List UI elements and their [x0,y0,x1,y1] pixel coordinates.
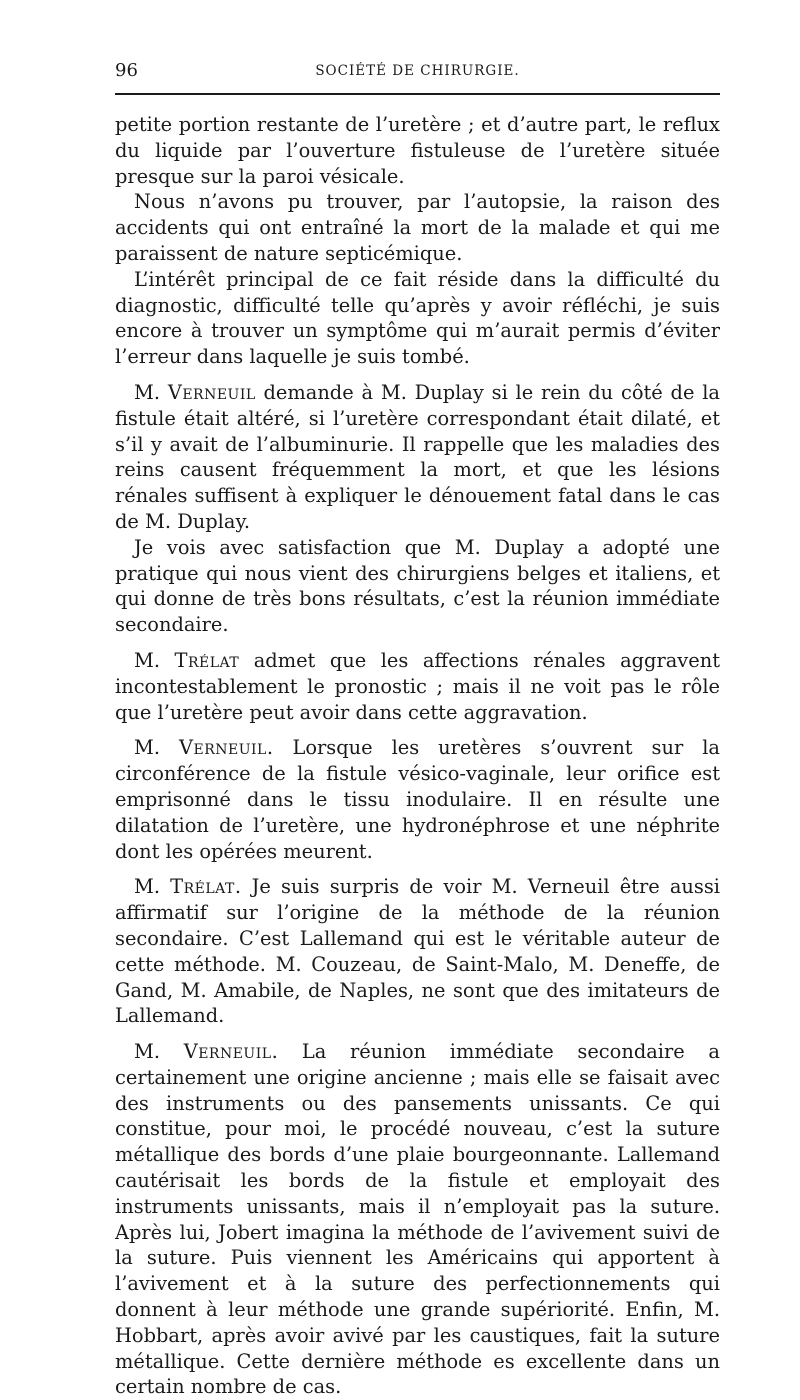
page-number: 96 [115,60,138,81]
paragraph: Je vois avec satisfaction que M. Duplay a adopté une pratique qui nous vient des chirurgiens belges et italiens, et qui donne de très bons résultats, c’est la réunion immédiate secondaire. [115,535,720,637]
body-text [115,112,720,1400]
speaker-paragraph: M. Verneuil. Lorsque les uretères s’ouvrent sur la circonférence de la fistule vésico-vaginale, leur orifice est emprisonné dans le tissu inodulaire. Il en résulte une dilatation de l’uretère, une hydronéphrose et une néphrite dont les opérées meurent. [115,736,720,863]
speaker-name: Trélat. [170,875,242,899]
paragraph: Nous n’avons pu trouver, par l’autopsie, la raison des accidents qui ont entraîné la mort de la malade et qui me paraissent de nature septicémique. [115,190,720,265]
running-head [115,60,720,82]
speaker-name: Trélat [174,648,240,672]
header-rule [115,93,720,95]
paragraph: L’intérêt principal de ce fait réside dans la difficulté du diagnostic, difficulté telle qu’après y avoir réfléchi, je suis encore à trouver un symptôme qui m’aurait permis d’éviter l’erreur dans laquelle je suis tombé. [115,267,720,369]
speaker-name: Verneuil [167,380,256,404]
speaker-name: Verneuil. [183,1040,279,1064]
paragraph: petite portion restante de l’uretère ; et d’autre part, le reflux du liquide par l’ouverture fistuleuse de l’uretère située presque sur la paroi vésicale. [115,113,720,188]
speaker-paragraph: M. Trélat. Je suis surpris de voir M. Verneuil être aussi affirmatif sur l’origine de la méthode de la réunion secondaire. C’est Lallemand qui est le véritable auteur de cette méthode. M. Couzeau, de Saint-Malo, M. Deneffe, de Gand, M. Amabile, de Naples, ne sont que des imitateurs de Lallemand. [115,875,720,1028]
running-title: SOCIÉTÉ DE CHIRURGIE. [315,63,520,79]
speaker-paragraph: M. Verneuil. La réunion immédiate secondaire a certainement une origine ancienne ; mais elle se faisait avec des instruments ou des pansements unissants. Ce qui constitue, pour moi, le procédé nouveau, c’est la suture métallique des bords d’une plaie bourgeonnante. Lallemand cautérisait les bords de la fistule et employait des instruments unissants, mais il n’employait pas la suture. Après lui, Jobert imagina la méthode de l’avivement suivi de la suture. Puis viennent les Américains qui apportent à l’avivement et à la suture des perfectionnements qui donnent à leur méthode une grande supériorité. Enfin, M. Hobbart, après avoir avivé par les caustiques, fait la suture métallique. Cette dernière méthode es excellente dans un certain nombre de cas. [115,1040,720,1399]
speaker-paragraph: M. Trélat admet que les affections rénales aggravent incontestablement le pronostic ; mais il ne voit pas le rôle que l’uretère peut avoir dans cette aggravation. [115,648,720,724]
speaker-name: Verneuil. [178,736,274,760]
speaker-paragraph: M. Verneuil demande à M. Duplay si le rein du côté de la fistule était altéré, si l’uretère correspondant était dilaté, et s’il y avait de l’albuminurie. Il rappelle que les maladies des reins causent fréquemment la mort, et que les lésions rénales suffisent à expliquer le dénouement fatal dans le cas de M. Duplay. [115,380,720,533]
